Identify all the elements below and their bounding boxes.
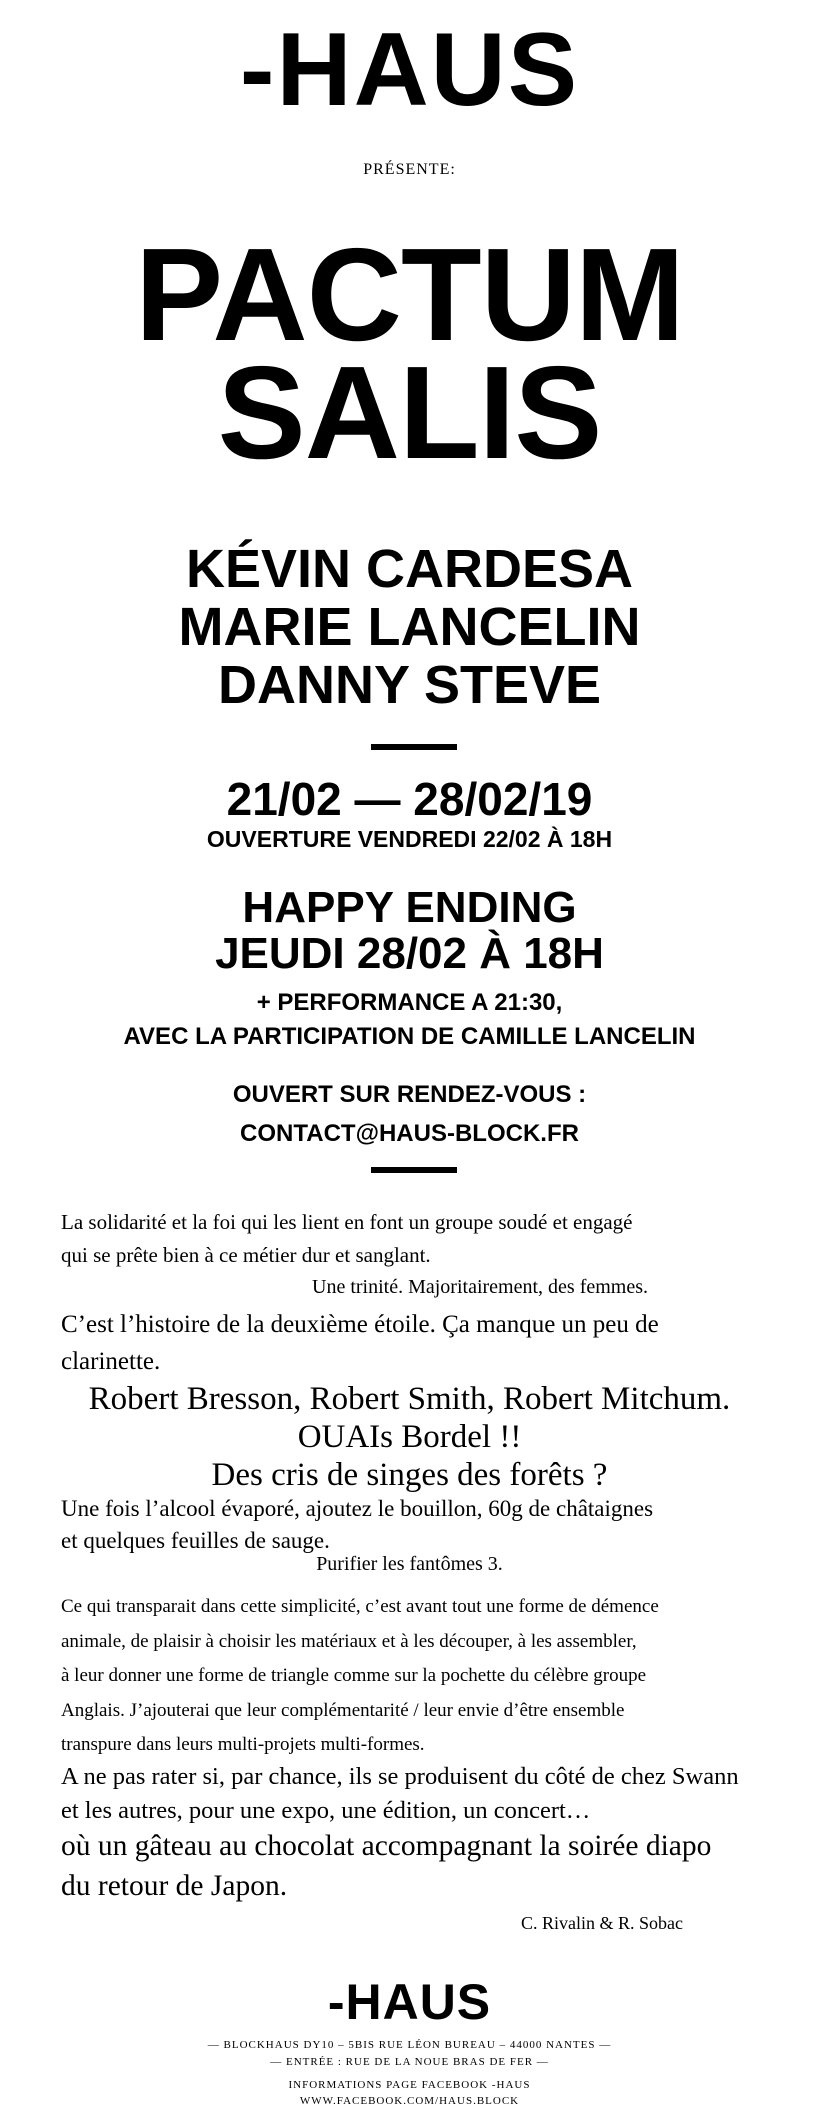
text-paragraph bbox=[61, 1206, 761, 1272]
text-line: La solidarité et la foi qui les lient en font un groupe soudé et engagé bbox=[61, 1210, 633, 1234]
title-line: SALIS bbox=[217, 339, 602, 486]
text-line: clarinette. bbox=[61, 1348, 161, 1375]
text-paragraph bbox=[61, 1826, 761, 1906]
artist-name: MARIE LANCELIN bbox=[178, 597, 641, 657]
text-line: OUAIs Bordel !! bbox=[297, 1419, 522, 1455]
divider bbox=[371, 744, 457, 750]
text-line: et les autres, pour une expo, une édition, un concert… bbox=[61, 1797, 591, 1824]
text-paragraph bbox=[0, 1380, 819, 1494]
artist-name: DANNY STEVE bbox=[217, 655, 602, 715]
happy-ending-line: HAPPY ENDING bbox=[242, 883, 577, 932]
text-line: transpure dans leurs multi-projets multi-formes. bbox=[61, 1734, 425, 1755]
text-paragraph: Une trinité. Majoritairement, des femmes. bbox=[312, 1276, 649, 1298]
text-line: Anglais. J’ajouterai que leur complémentarité / leur envie d’être ensemble bbox=[61, 1699, 625, 1721]
text-paragraph bbox=[61, 1760, 761, 1828]
happy-ending bbox=[0, 885, 819, 977]
text-paragraph: Purifier les fantômes 3. bbox=[316, 1553, 503, 1575]
text-line: Robert Bresson, Robert Smith, Robert Mitchum. bbox=[88, 1381, 731, 1417]
exhibition-title bbox=[0, 221, 819, 486]
text-line: qui se prête bien à ce métier dur et sanglant. bbox=[61, 1243, 431, 1267]
text-line: du retour de Japon. bbox=[61, 1870, 288, 1902]
performance-info bbox=[0, 986, 819, 1054]
artist-list bbox=[0, 540, 819, 714]
footer-url[interactable]: WWW.FACEBOOK.COM/HAUS.BLOCK bbox=[299, 2095, 520, 2107]
footer-address: — BLOCKHAUS DY10 – 5BIS RUE LÉON BUREAU – 44000 NANTES — bbox=[207, 2039, 612, 2051]
text-paragraph bbox=[61, 1306, 761, 1380]
footer-entrance: — ENTRÉE : RUE DE LA NOUE BRAS DE FER — bbox=[270, 2056, 549, 2068]
performance-line: AVEC LA PARTICIPATION DE CAMILLE LANCELIN bbox=[123, 1023, 696, 1050]
text-line: C’est l’histoire de la deuxième étoile. Ça manque un peu de bbox=[61, 1311, 659, 1338]
haus-logo: -HAUS bbox=[239, 12, 580, 128]
text-line: A ne pas rater si, par chance, ils se produisent du côté de chez Swann bbox=[61, 1763, 739, 1790]
text-line: Ce qui transparait dans cette simplicité, c’est avant tout une forme de démence bbox=[61, 1596, 659, 1617]
text-paragraph bbox=[61, 1590, 761, 1763]
text-line: animale, de plaisir à choisir les matériaux et à les découper, à les assembler, bbox=[61, 1630, 637, 1652]
appointment-label: OUVERT SUR RENDEZ-VOUS : bbox=[232, 1081, 587, 1108]
exhibition-dates: 21/02 — 28/02/19 bbox=[226, 773, 593, 825]
artist-name: KÉVIN CARDESA bbox=[185, 539, 634, 599]
happy-ending-line: JEUDI 28/02 À 18H bbox=[215, 929, 604, 978]
contact-email[interactable]: CONTACT@HAUS-BLOCK.FR bbox=[240, 1120, 579, 1147]
text-line: Une fois l’alcool évaporé, ajoutez le bouillon, 60g de châtaignes bbox=[61, 1496, 654, 1521]
presents-label: PRÉSENTE: bbox=[363, 161, 456, 178]
divider bbox=[371, 1167, 457, 1173]
text-line: à leur donner une forme de triangle comme sur la pochette du célèbre groupe bbox=[61, 1665, 647, 1686]
footer-info: INFORMATIONS PAGE FACEBOOK -HAUS bbox=[288, 2079, 531, 2091]
signature: C. Rivalin & R. Sobac bbox=[521, 1913, 683, 1933]
text-paragraph bbox=[61, 1493, 761, 1557]
title-line: PACTUM bbox=[135, 221, 684, 368]
opening-info: OUVERTURE VENDREDI 22/02 À 18H bbox=[206, 826, 613, 852]
haus-logo-footer: -HAUS bbox=[327, 1974, 492, 2030]
text-line: Des cris de singes des forêts ? bbox=[211, 1457, 608, 1493]
text-line: et quelques feuilles de sauge. bbox=[61, 1528, 330, 1553]
appointment-info bbox=[0, 1075, 819, 1153]
performance-line: + PERFORMANCE A 21:30, bbox=[256, 989, 563, 1016]
text-line: où un gâteau au chocolat accompagnant la soirée diapo bbox=[61, 1830, 712, 1862]
